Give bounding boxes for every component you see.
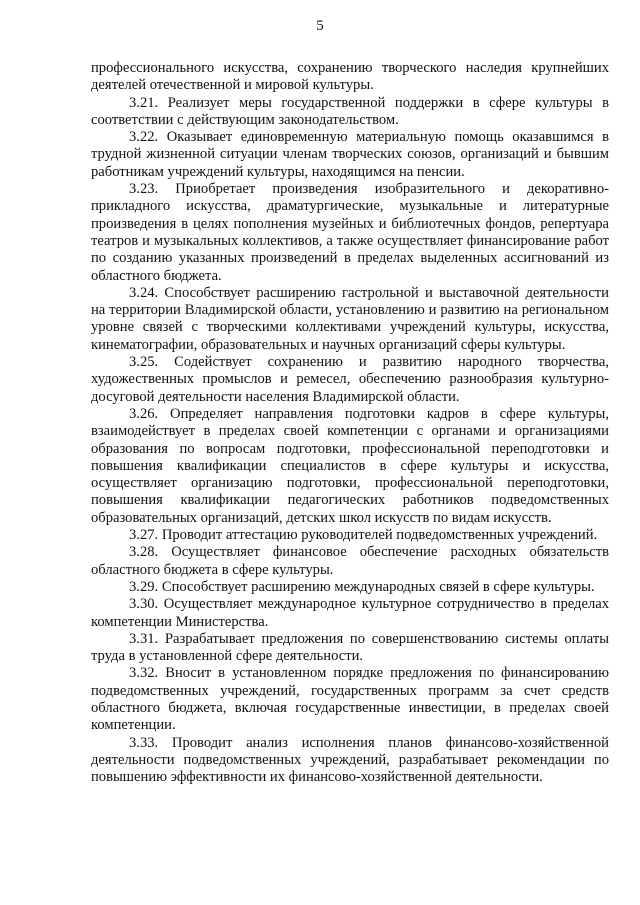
document-body [91,60,609,786]
paragraph: 3.29. Способствует расширению международных связей в сфере культуры. [129,578,595,595]
paragraph: 3.32. Вносит в установленном порядке предложения по финансированию подведомственных учреждений, государственных программ за счет средств областного бюджета, включая государственные инвестиции, в пределах своей компетенции. [91,665,609,734]
paragraph: 3.26. Определяет направления подготовки кадров в сфере культуры, взаимодействует в пределах своей компетенции с органами и организациями образования по вопросам подготовки, профессиональной переподготовки и повышения квалификации специалистов в сфере культуры и искусства, осуществляет организацию подготовки, профессиональной переподготовки, повышения квалификации педагогических работников подведомственных образовательных организаций, детских школ искусств по видам искусств. [91,405,609,526]
paragraph: 3.22. Оказывает единовременную материальную помощь оказавшимся в трудной жизненной ситуации членам творческих союзов, организаций и бывшим работникам учреждений культуры, находящимся на пенсии. [91,129,609,180]
paragraph: 3.25. Содействует сохранению и развитию народного творчества, художественных промыслов и ремесел, обеспечению разнообразия культурно-досуговой деятельности населения Владимирской области. [91,354,609,405]
paragraph: 3.27. Проводит аттестацию руководителей подведомственных учреждений. [129,527,598,544]
paragraph: 3.30. Осуществляет международное культурное сотрудничество в пределах компетенции Министерства. [91,596,609,630]
paragraph: профессионального искусства, сохранению творческого наследия крупнейших деятелей отечественной и мировой культуры. [91,60,609,94]
paragraph: 3.33. Проводит анализ исполнения планов финансово-хозяйственной деятельности подведомственных учреждений, разрабатывает рекомендации по повышению эффективности их финансово-хозяйственной деятельности. [91,734,609,786]
page-number: 5 [316,18,324,34]
paragraph: 3.31. Разрабатывает предложения по совершенствованию системы оплаты труда в установленной сфере деятельности. [91,630,609,665]
paragraph: 3.24. Способствует расширению гастрольной и выставочной деятельности на территории Владимирской области, установлению и развитию на региональном уровне связей с творческими коллективами учреждений культуры, искусства, кинематографии, образовательных и научных организаций сферы культуры. [91,284,609,353]
paragraph: 3.21. Реализует меры государственной поддержки в сфере культуры в соответствии с действующим законодательством. [91,94,609,128]
paragraph: 3.23. Приобретает произведения изобразительного и декоративно-прикладного искусства, драматургические, музыкальные и литературные произведения в целях пополнения музейных и библиотечных фондов, репертуара театров и музыкальных коллективов, а также осуществляет финансирование работ по созданию указанных произведений в пределах выделенных ассигнований из областного бюджета. [91,181,609,284]
paragraph: 3.28. Осуществляет финансовое обеспечение расходных обязательств областного бюджета в сфере культуры. [91,544,609,578]
